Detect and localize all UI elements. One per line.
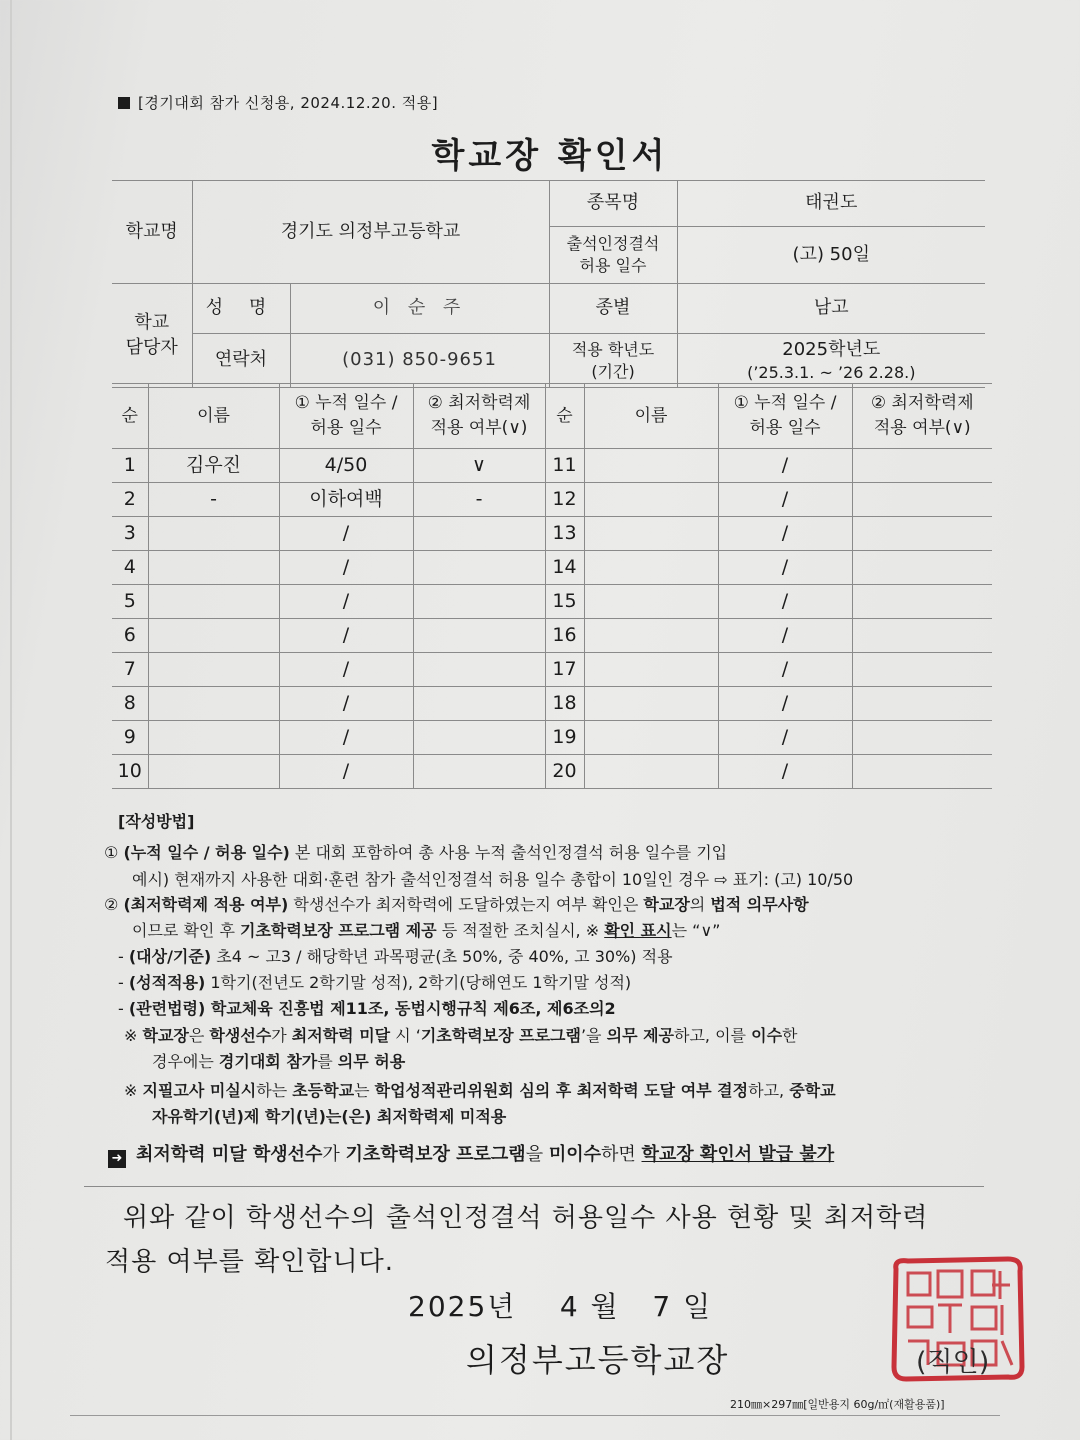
row-number: 7 bbox=[112, 653, 148, 687]
bullet-square-icon bbox=[118, 97, 130, 109]
roster-header-row bbox=[112, 384, 992, 449]
header-min-left-line1: ② 최저학력제 bbox=[427, 393, 531, 414]
instruction-1 bbox=[104, 840, 727, 866]
min-achievement-cell bbox=[413, 687, 545, 721]
confirmation-line-2: 적용 여부를 확인합니다. bbox=[105, 1247, 394, 1277]
event-label: 종목명 bbox=[549, 181, 677, 227]
note-1-b: 은 bbox=[188, 1026, 210, 1045]
student-name-cell bbox=[148, 619, 279, 653]
notice-b: 가 bbox=[322, 1144, 346, 1165]
min-achievement-cell bbox=[852, 653, 992, 687]
table-row bbox=[112, 585, 992, 619]
days-cell: / bbox=[718, 653, 852, 687]
note-2-d: 는 bbox=[354, 1081, 375, 1100]
header-days-right-line2: 허용 일수 bbox=[749, 418, 821, 438]
student-name-cell: - bbox=[148, 483, 279, 517]
instruction-2-check-mark-label: 확인 표시 bbox=[604, 921, 672, 940]
table-row bbox=[112, 449, 992, 483]
row-number: 13 bbox=[545, 517, 584, 551]
manager-label-line1: 학교 bbox=[134, 312, 170, 334]
days-cell: / bbox=[718, 721, 852, 755]
days-cell: / bbox=[279, 687, 413, 721]
instruction-2 bbox=[104, 892, 809, 918]
instruction-2-program: 기초학력보장 프로그램 제공 bbox=[240, 921, 437, 940]
instruction-2-line2 bbox=[132, 918, 720, 944]
min-achievement-cell bbox=[413, 619, 545, 653]
student-name-cell bbox=[584, 653, 718, 687]
row-number: 3 bbox=[112, 517, 148, 551]
notice-d: 을 bbox=[525, 1144, 549, 1165]
manager-label bbox=[112, 284, 192, 388]
note-2-e: 학업성적관리위원회 심의 후 최저학력 도달 여부 결정 bbox=[374, 1081, 749, 1100]
days-cell: / bbox=[279, 721, 413, 755]
student-name-cell bbox=[584, 517, 718, 551]
student-name-cell: 김우진 bbox=[148, 449, 279, 483]
row-number: 4 bbox=[112, 551, 148, 585]
issue-date: 2025년 4 월 7 일 bbox=[408, 1290, 713, 1323]
year-text: 2025학년도 bbox=[782, 338, 881, 360]
instruction-2-heading: (최저학력제 적용 여부) bbox=[123, 895, 289, 914]
row-number: 17 bbox=[545, 653, 584, 687]
detail-law-text: (관련법령) 학교체육 진흥법 제11조, 동법시행규칙 제6조, 제6조의2 bbox=[128, 999, 616, 1018]
school-name-value: 경기도 의정부고등학교 bbox=[192, 181, 549, 284]
row-number: 1 bbox=[112, 449, 148, 483]
bottom-divider bbox=[70, 1415, 1000, 1416]
circle-2-mark: ② bbox=[104, 895, 119, 914]
manager-name-label bbox=[192, 284, 290, 334]
note-1-f: 시 ‘ bbox=[390, 1026, 421, 1045]
header-name-left: 이름 bbox=[148, 384, 279, 449]
header-days-left bbox=[279, 384, 413, 449]
table-row bbox=[112, 653, 992, 687]
allowed-days-value: (고) 50일 bbox=[677, 227, 985, 284]
notice-e: 미이수 bbox=[548, 1144, 601, 1165]
instruction-2-line2-a: 이므로 확인 후 bbox=[132, 921, 240, 940]
header-days-left-line2: 허용 일수 bbox=[310, 418, 382, 438]
notice-a: 최저학력 미달 학생선수 bbox=[136, 1144, 323, 1165]
days-cell: / bbox=[279, 755, 413, 789]
detail-law: - (관련법령) 학교체육 진흥법 제11조, 동법시행규칙 제6조, 제6조의2 bbox=[118, 999, 616, 1018]
table-row bbox=[112, 721, 992, 755]
notice-g: 학교장 확인서 발급 불가 bbox=[641, 1144, 835, 1165]
student-name-cell bbox=[584, 755, 718, 789]
row-number: 10 bbox=[112, 755, 148, 789]
days-cell: / bbox=[718, 687, 852, 721]
min-achievement-cell bbox=[413, 653, 545, 687]
period-text: (’25.3.1. ~ ’26 2.28.) bbox=[747, 362, 916, 382]
row-number: 18 bbox=[545, 687, 584, 721]
table-row bbox=[112, 517, 992, 551]
min-achievement-cell bbox=[852, 687, 992, 721]
detail-target-text: 초4 ~ 고3 / 해당학년 과목평균(초 50%, 중 40%, 고 30%) 적용 bbox=[211, 947, 673, 966]
min-achievement-cell bbox=[413, 721, 545, 755]
min-achievement-cell bbox=[413, 755, 545, 789]
confirmation-line-1: 위와 같이 학생선수의 출석인정결석 허용일수 사용 현황 및 최저학력 bbox=[123, 1203, 929, 1233]
note-1-c: 학생선수 bbox=[209, 1026, 272, 1045]
allowed-days-label-line1: 출석인정결석 bbox=[566, 234, 660, 254]
student-name-cell bbox=[584, 483, 718, 517]
note-1-line2-c: 를 bbox=[317, 1052, 338, 1071]
manager-name-value: 이 순 주 bbox=[290, 284, 549, 334]
row-number: 8 bbox=[112, 687, 148, 721]
days-cell: / bbox=[279, 551, 413, 585]
detail-grade-heading: (성적적용) bbox=[128, 973, 206, 992]
year-label-line1: 적용 학년도 bbox=[571, 339, 655, 359]
note-1-line2-b: 경기대회 참가 bbox=[218, 1052, 318, 1071]
row-number: 5 bbox=[112, 585, 148, 619]
principal-name: 의정부고등학교장 bbox=[466, 1341, 730, 1379]
student-roster-table bbox=[112, 383, 992, 789]
table-row bbox=[112, 619, 992, 653]
days-cell: / bbox=[718, 585, 852, 619]
school-info-table bbox=[112, 180, 985, 388]
student-name-cell bbox=[584, 551, 718, 585]
header-min-right bbox=[852, 384, 992, 449]
note-1-e: 최저학력 미달 bbox=[291, 1026, 391, 1045]
notice-c: 기초학력보장 프로그램 bbox=[345, 1144, 526, 1165]
year-value bbox=[677, 334, 985, 388]
header-days-left-line1: ① 누적 일수 / bbox=[294, 393, 398, 414]
student-name-cell bbox=[584, 687, 718, 721]
table-row bbox=[112, 687, 992, 721]
min-achievement-cell: - bbox=[413, 483, 545, 517]
row-number: 16 bbox=[545, 619, 584, 653]
student-name-cell bbox=[584, 585, 718, 619]
min-achievement-cell bbox=[852, 755, 992, 789]
min-achievement-cell bbox=[413, 585, 545, 619]
student-name-cell bbox=[148, 585, 279, 619]
table-row bbox=[112, 551, 992, 585]
note-1-i: 의무 제공 bbox=[606, 1026, 675, 1045]
days-cell: / bbox=[718, 551, 852, 585]
note-2-g: 중학교 bbox=[789, 1081, 836, 1100]
header-name-right: 이름 bbox=[584, 384, 718, 449]
category-value: 남고 bbox=[677, 284, 985, 334]
min-achievement-cell bbox=[852, 721, 992, 755]
category-label: 종별 bbox=[549, 284, 677, 334]
contact-value: (031) 850-9651 bbox=[290, 334, 549, 388]
divider bbox=[84, 1186, 984, 1187]
arrow-right-icon: ➜ bbox=[108, 1150, 126, 1168]
form-header-note bbox=[118, 92, 438, 113]
issuance-notice bbox=[108, 1140, 834, 1168]
days-cell: / bbox=[279, 619, 413, 653]
student-name-cell bbox=[584, 449, 718, 483]
row-number: 2 bbox=[112, 483, 148, 517]
student-name-cell bbox=[584, 721, 718, 755]
header-note-text: [경기대회 참가 신청용, 2024.12.20. 적용] bbox=[138, 94, 439, 112]
event-value: 태권도 bbox=[677, 181, 985, 227]
instruction-1-heading: (누적 일수 / 허용 일수) bbox=[123, 843, 290, 862]
school-name-label: 학교명 bbox=[112, 181, 192, 284]
days-cell: 이하여백 bbox=[279, 483, 413, 517]
instruction-1-example: 예시) 현재까지 사용한 대회·훈련 참가 출석인정결석 허용 일수 총합이 10일인 경우 ⇨ 표기: (고) 10/50 bbox=[132, 870, 854, 889]
min-achievement-cell: ∨ bbox=[413, 449, 545, 483]
document-title: 학교장 확인서 bbox=[431, 136, 669, 176]
row-number: 19 bbox=[545, 721, 584, 755]
min-achievement-cell bbox=[852, 483, 992, 517]
days-cell: / bbox=[718, 755, 852, 789]
instructions-title: [작성방법] bbox=[118, 812, 195, 831]
seal-label: (직인) bbox=[916, 1347, 990, 1378]
row-number: 12 bbox=[545, 483, 584, 517]
days-cell: / bbox=[718, 517, 852, 551]
row-number: 20 bbox=[545, 755, 584, 789]
header-days-right-line1: ① 누적 일수 / bbox=[733, 393, 837, 414]
note-2-line2 bbox=[152, 1104, 506, 1130]
detail-grade-text: 1학기(전년도 2학기말 성적), 2학기(당해연도 1학기말 성적) bbox=[205, 973, 632, 992]
min-achievement-cell bbox=[852, 551, 992, 585]
name-label-text: 성 명 bbox=[205, 297, 277, 319]
instruction-1-text: 본 대회 포함하여 총 사용 누적 출석인정결석 허용 일수를 기입 bbox=[289, 843, 728, 862]
days-cell: 4/50 bbox=[279, 449, 413, 483]
note-2-b: 하는 bbox=[256, 1081, 293, 1100]
year-label-line2: (기간) bbox=[591, 361, 635, 381]
header-no-right: 순 bbox=[545, 384, 584, 449]
detail-target: - (대상/기준) 초4 ~ 고3 / 해당학년 과목평균(초 50%, 중 40%, 고 30%) 적용 bbox=[118, 947, 673, 966]
days-cell: / bbox=[279, 585, 413, 619]
row-number: 9 bbox=[112, 721, 148, 755]
paper-edge bbox=[10, 0, 12, 1440]
note-1-l: 한 bbox=[782, 1026, 798, 1045]
header-no-left: 순 bbox=[112, 384, 148, 449]
note-2-a: 지필고사 미실시 bbox=[142, 1081, 257, 1100]
note-1: ※ 학교장은 학생선수가 최저학력 미달 시 ‘기초학력보장 프로그램’을 의무 제공하고, 이를 이수한 bbox=[124, 1026, 798, 1045]
instruction-2-duty: 법적 의무사항 bbox=[710, 895, 809, 914]
header-min-left-line2: 적용 여부(∨) bbox=[430, 418, 528, 438]
table-row bbox=[112, 483, 992, 517]
min-achievement-cell bbox=[852, 517, 992, 551]
manager-label-line2: 담당자 bbox=[125, 336, 178, 358]
table-row bbox=[112, 755, 992, 789]
notice-f: 하면 bbox=[601, 1144, 642, 1165]
student-name-cell bbox=[148, 551, 279, 585]
detail-target-heading: (대상/기준) bbox=[128, 947, 212, 966]
instruction-2-principal: 학교장 bbox=[643, 895, 690, 914]
note-1-line2-a: 경우에는 bbox=[152, 1052, 219, 1071]
min-achievement-cell bbox=[413, 551, 545, 585]
min-achievement-cell bbox=[852, 449, 992, 483]
note-1-j: 하고, 이를 bbox=[674, 1026, 752, 1045]
days-cell: / bbox=[279, 653, 413, 687]
confirmation-statement bbox=[105, 1196, 1005, 1284]
year-label bbox=[549, 334, 677, 388]
note-1-h: ’을 bbox=[580, 1026, 607, 1045]
days-cell: / bbox=[718, 483, 852, 517]
allowed-days-label bbox=[549, 227, 677, 284]
header-min-right-line2: 적용 여부(∨) bbox=[873, 418, 971, 438]
min-achievement-cell bbox=[413, 517, 545, 551]
student-name-cell bbox=[148, 517, 279, 551]
note-1-a: 학교장 bbox=[142, 1026, 189, 1045]
row-number: 14 bbox=[545, 551, 584, 585]
days-cell: / bbox=[279, 517, 413, 551]
header-min-left bbox=[413, 384, 545, 449]
note-1-line2 bbox=[152, 1049, 405, 1075]
min-achievement-cell bbox=[852, 585, 992, 619]
student-name-cell bbox=[148, 721, 279, 755]
note-1-line2-d: 의무 허용 bbox=[337, 1052, 406, 1071]
instruction-2-text-a: 학생선수가 최저학력에 도달하였는지 여부 확인은 bbox=[288, 895, 644, 914]
note-1-k: 이수 bbox=[751, 1026, 783, 1045]
contact-label: 연락처 bbox=[192, 334, 290, 388]
row-number: 15 bbox=[545, 585, 584, 619]
student-name-cell bbox=[148, 755, 279, 789]
note-2: ※ 지필고사 미실시하는 초등학교는 학업성적관리위원회 심의 후 최저학력 도달 여부 결정하고, 중학교 bbox=[124, 1081, 836, 1100]
header-min-right-line1: ② 최저학력제 bbox=[870, 393, 974, 414]
note-2-line2-text: 자유학기(년)제 학기(년)는(은) 최저학력제 미적용 bbox=[152, 1107, 507, 1126]
instruction-2-text-c: 의 bbox=[689, 895, 711, 914]
allowed-days-label-line2: 허용 일수 bbox=[579, 256, 647, 275]
row-number: 11 bbox=[545, 449, 584, 483]
note-1-g: 기초학력보장 프로그램 bbox=[420, 1026, 581, 1045]
student-name-cell bbox=[148, 653, 279, 687]
days-cell: / bbox=[718, 619, 852, 653]
student-name-cell bbox=[148, 687, 279, 721]
detail-grade: - (성적적용) 1학기(전년도 2학기말 성적), 2학기(당해연도 1학기말 성적) bbox=[118, 973, 632, 992]
days-cell: / bbox=[718, 449, 852, 483]
student-name-cell bbox=[584, 619, 718, 653]
row-number: 6 bbox=[112, 619, 148, 653]
header-days-right bbox=[718, 384, 852, 449]
instruction-2-line2-c: 는 “∨” bbox=[671, 921, 721, 940]
note-2-f: 하고, bbox=[748, 1081, 790, 1100]
note-1-d: 가 bbox=[271, 1026, 292, 1045]
instruction-2-line2-b: 등 적절한 조치실시, ※ bbox=[436, 921, 605, 940]
note-2-c: 초등학교 bbox=[292, 1081, 355, 1100]
min-achievement-cell bbox=[852, 619, 992, 653]
circle-1-mark: ① bbox=[104, 843, 119, 862]
paper-spec-footer: 210㎜×297㎜[일반용지 60g/㎡(재활용품)] bbox=[730, 1398, 945, 1411]
